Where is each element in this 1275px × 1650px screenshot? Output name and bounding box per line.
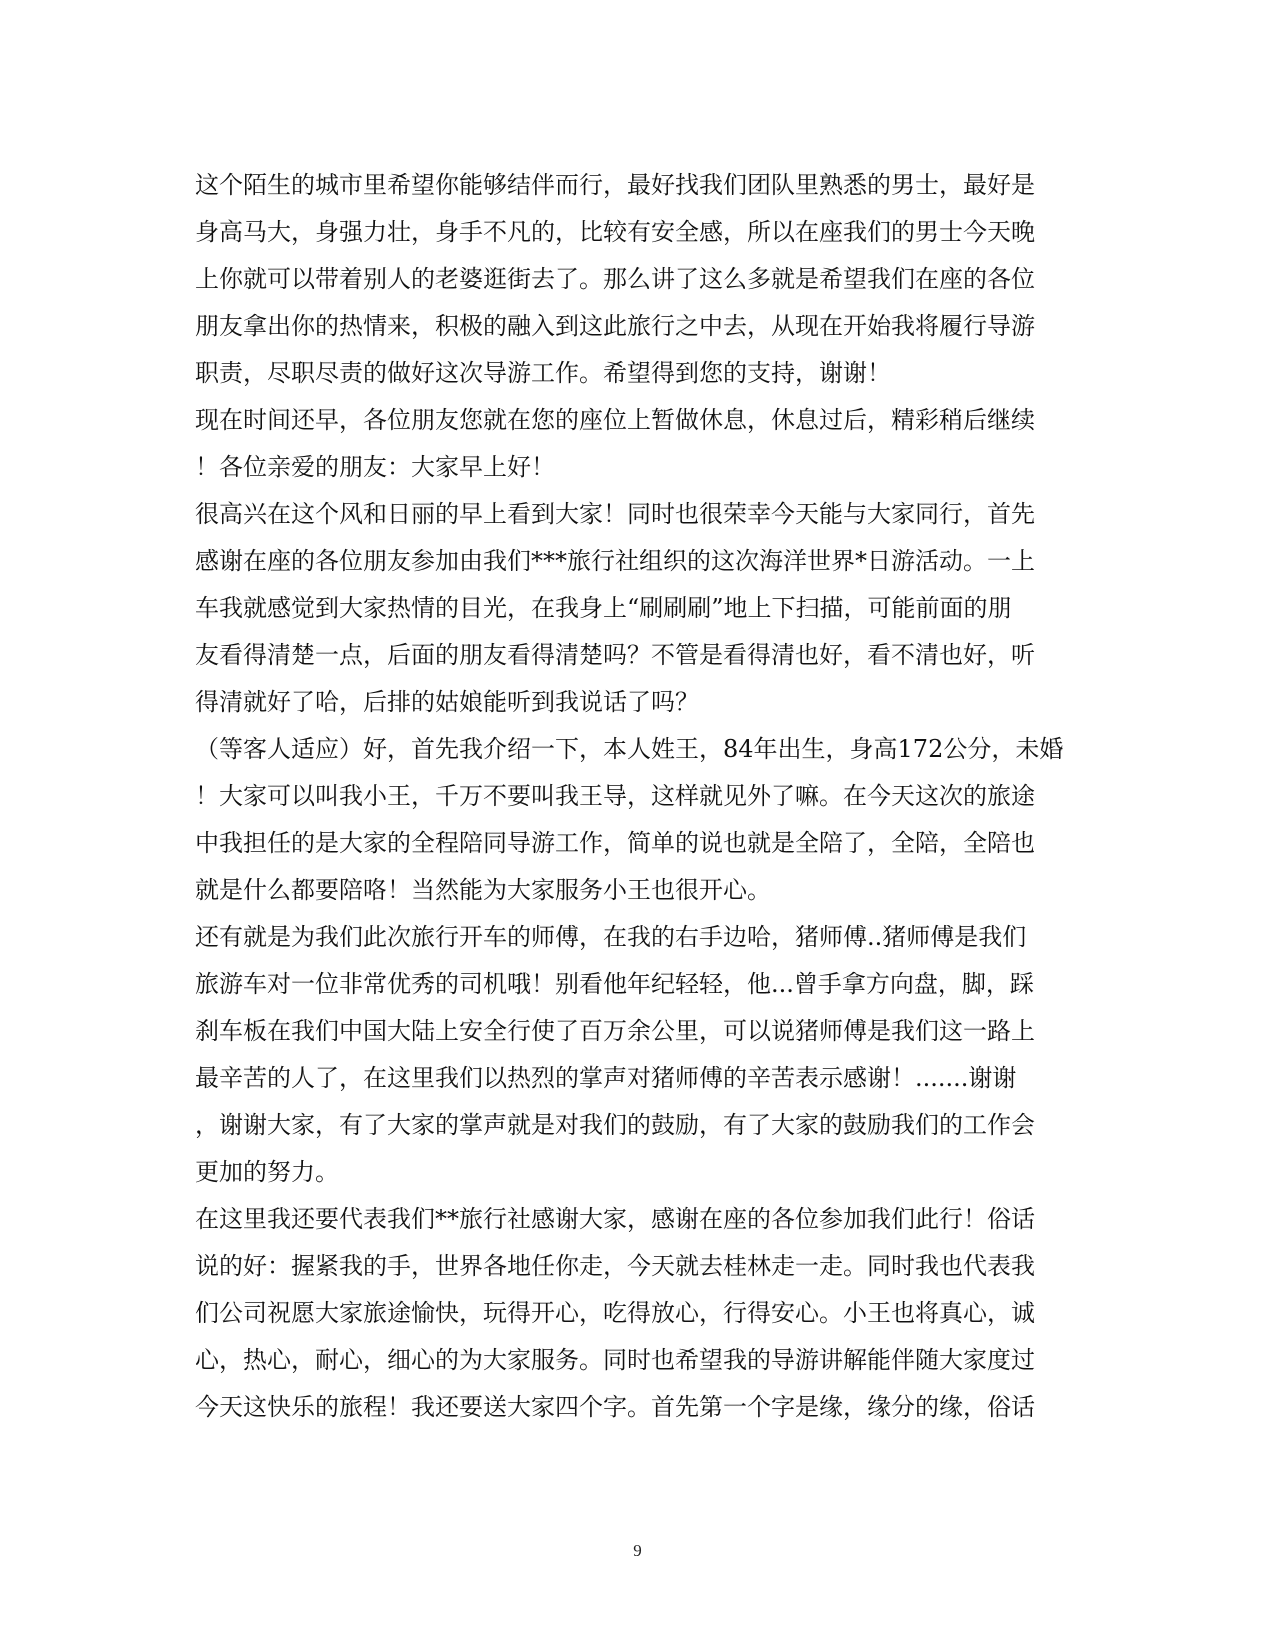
text-line: 车我就感觉到大家热情的目光，在我身上“刷刷刷”地上下扫描，可能前面的朋 xyxy=(195,594,1012,622)
text-line: 朋友拿出你的热情来，积极的融入到这此旅行之中去，从现在开始我将履行导游 xyxy=(195,312,1035,340)
text-line: 说的好：握紧我的手，世界各地任你走，今天就去桂林走一走。同时我也代表我 xyxy=(195,1252,1035,1280)
text-line: 职责，尽职尽责的做好这次导游工作。希望得到您的支持，谢谢！ xyxy=(195,359,891,387)
text-line: 心，热心，耐心，细心的为大家服务。同时也希望我的导游讲解能伴随大家度过 xyxy=(195,1346,1035,1374)
text-line: 就是什么都要陪咯！当然能为大家服务小王也很开心。 xyxy=(195,876,771,904)
body-text xyxy=(195,162,1095,1431)
text-line: 更加的努力。 xyxy=(195,1158,339,1186)
text-line: 得清就好了哈，后排的姑娘能听到我说话了吗？ xyxy=(195,688,699,716)
text-line: 最辛苦的人了，在这里我们以热烈的掌声对猪师傅的辛苦表示感谢！.......谢谢 xyxy=(195,1064,1017,1092)
text-line: 身高马大，身强力壮，身手不凡的，比较有安全感，所以在座我们的男士今天晚 xyxy=(195,218,1035,246)
text-line: ，谢谢大家，有了大家的掌声就是对我们的鼓励，有了大家的鼓励我们的工作会 xyxy=(195,1111,1035,1139)
text-line: 上你就可以带着别人的老婆逛街去了。那么讲了这么多就是希望我们在座的各位 xyxy=(195,265,1035,293)
text-line: 现在时间还早，各位朋友您就在您的座位上暂做休息，休息过后，精彩稍后继续 xyxy=(195,406,1035,434)
text-line: 很高兴在这个风和日丽的早上看到大家！同时也很荣幸今天能与大家同行，首先 xyxy=(195,500,1035,528)
text-line: ！各位亲爱的朋友：大家早上好！ xyxy=(195,453,555,481)
text-line: 感谢在座的各位朋友参加由我们***旅行社组织的这次海洋世界*日游活动。一上 xyxy=(195,547,1035,575)
text-line: ！大家可以叫我小王，千万不要叫我王导，这样就见外了嘛。在今天这次的旅途 xyxy=(195,782,1035,810)
text-line: 友看得清楚一点，后面的朋友看得清楚吗？不管是看得清也好，看不清也好，听 xyxy=(195,641,1035,669)
text-line: 在这里我还要代表我们**旅行社感谢大家，感谢在座的各位参加我们此行！俗话 xyxy=(195,1205,1035,1233)
text-line: 们公司祝愿大家旅途愉快，玩得开心，吃得放心，行得安心。小王也将真心，诚 xyxy=(195,1299,1035,1327)
text-line: 这个陌生的城市里希望你能够结伴而行，最好找我们团队里熟悉的男士，最好是 xyxy=(195,171,1035,199)
text-line: 中我担任的是大家的全程陪同导游工作，简单的说也就是全陪了，全陪，全陪也 xyxy=(195,829,1035,857)
page-number: 9 xyxy=(633,1541,642,1560)
text-line: （等客人适应）好，首先我介绍一下，本人姓王，84年出生，身高172公分，未婚 xyxy=(195,735,1064,763)
text-line: 旅游车对一位非常优秀的司机哦！别看他年纪轻轻，他...曾手拿方向盘，脚，踩 xyxy=(195,970,1034,998)
text-line: 今天这快乐的旅程！我还要送大家四个字。首先第一个字是缘，缘分的缘，俗话 xyxy=(195,1393,1035,1421)
text-line: 刹车板在我们中国大陆上安全行使了百万余公里，可以说猪师傅是我们这一路上 xyxy=(195,1017,1035,1045)
text-line: 还有就是为我们此次旅行开车的师傅，在我的右手边哈，猪师傅..猪师傅是我们 xyxy=(195,923,1027,951)
